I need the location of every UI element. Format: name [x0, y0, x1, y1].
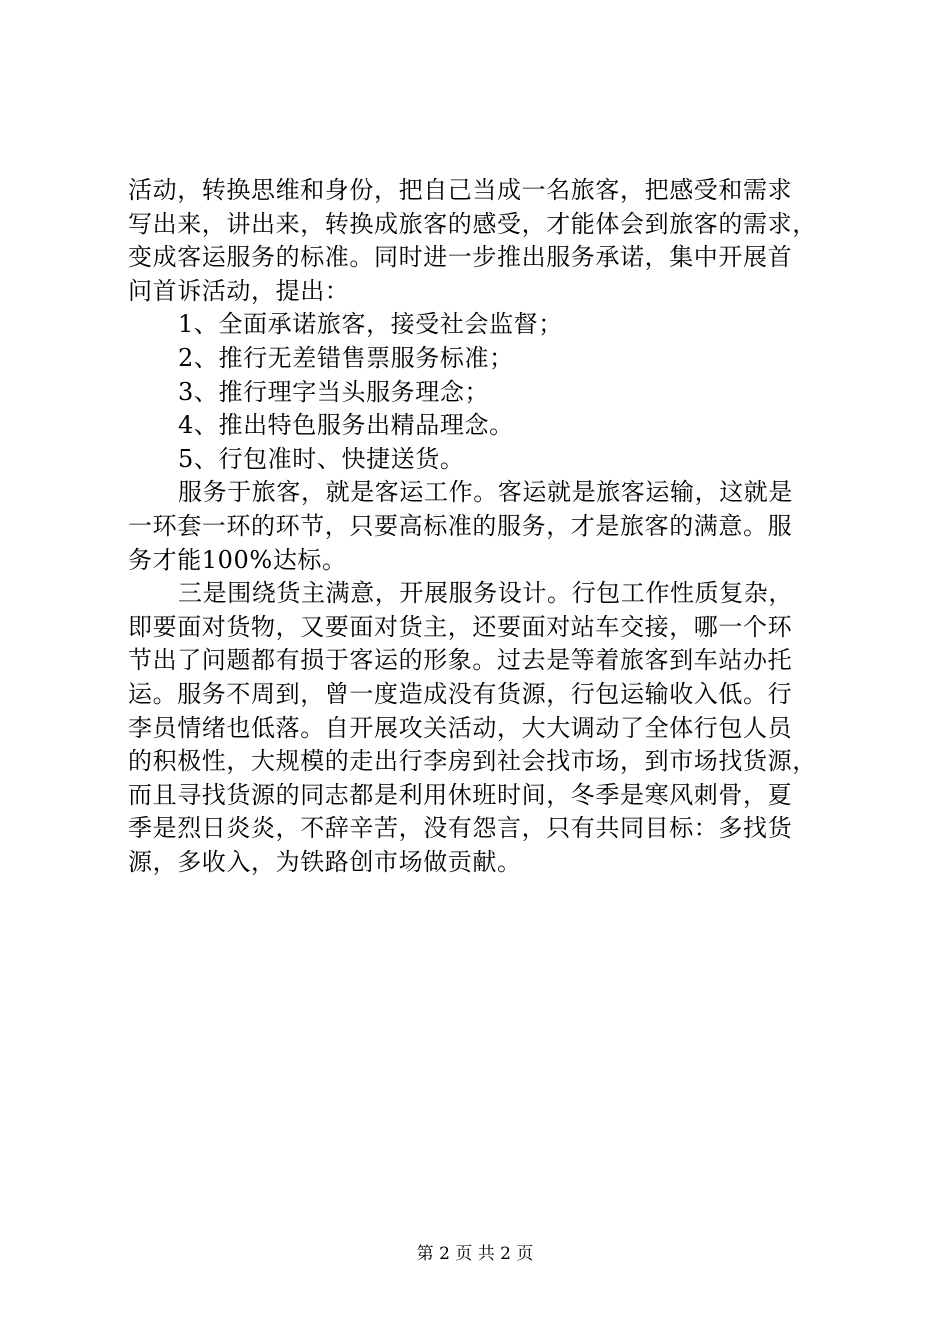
paragraph-3	[128, 577, 832, 879]
paragraph-line: 而且寻找货源的同志都是利用休班时间，冬季是寒风刺骨，夏	[128, 780, 793, 809]
list-item: 5、行包准时、快捷送货。	[178, 444, 465, 473]
paragraph-line: 写出来，讲出来，转换成旅客的感受，才能体会到旅客的需求，	[128, 209, 817, 238]
paragraph-line: 三是围绕货主满意，开展服务设计。行包工作性质复杂，	[178, 579, 793, 608]
paragraph-line: 季是烈日炎炎，不辞辛苦，没有怨言，只有共同目标：多找货	[128, 814, 793, 843]
paragraph-line: 的积极性，大规模的走出行李房到社会找市场，到市场找货源，	[128, 747, 817, 776]
paragraph-line: 即要面对货物，又要面对货主，还要面对站车交接，哪一个环	[128, 612, 793, 641]
paragraph-line: 服务于旅客，就是客运工作。客运就是旅客运输，这就是	[178, 478, 793, 507]
paragraph-line: 运。服务不周到，曾一度造成没有货源，行包运输收入低。行	[128, 679, 793, 708]
list-item: 1、全面承诺旅客，接受社会监督；	[178, 310, 563, 339]
document-body	[128, 174, 832, 879]
paragraph-line: 李员情绪也低落。自开展攻关活动，大大调动了全体行包人员	[128, 713, 793, 742]
paragraph-line: 变成客运服务的标准。同时进一步推出服务承诺，集中开展首	[128, 243, 793, 272]
paragraph-line: 问首诉活动，提出：	[128, 276, 350, 305]
paragraph-2	[128, 476, 832, 577]
paragraph-line: 活动，转换思维和身份，把自己当成一名旅客，把感受和需求	[128, 176, 793, 204]
paragraph-1	[128, 174, 832, 308]
list-item: 2、推行无差错售票服务标准；	[178, 343, 514, 372]
list-item: 3、推行理字当头服务理念；	[178, 377, 490, 406]
commitment-list	[128, 308, 832, 476]
page-number-footer: 第 2 页 共 2 页	[416, 1244, 534, 1264]
paragraph-line: 务才能100%达标。	[128, 545, 347, 574]
paragraph-line: 节出了问题都有损于客运的形象。过去是等着旅客到车站办托	[128, 646, 793, 675]
paragraph-line: 源，多收入，为铁路创市场做贡献。	[128, 847, 522, 876]
list-item: 4、推出特色服务出精品理念。	[178, 411, 514, 440]
paragraph-line: 一环套一环的环节，只要高标准的服务，才是旅客的满意。服	[128, 511, 793, 540]
